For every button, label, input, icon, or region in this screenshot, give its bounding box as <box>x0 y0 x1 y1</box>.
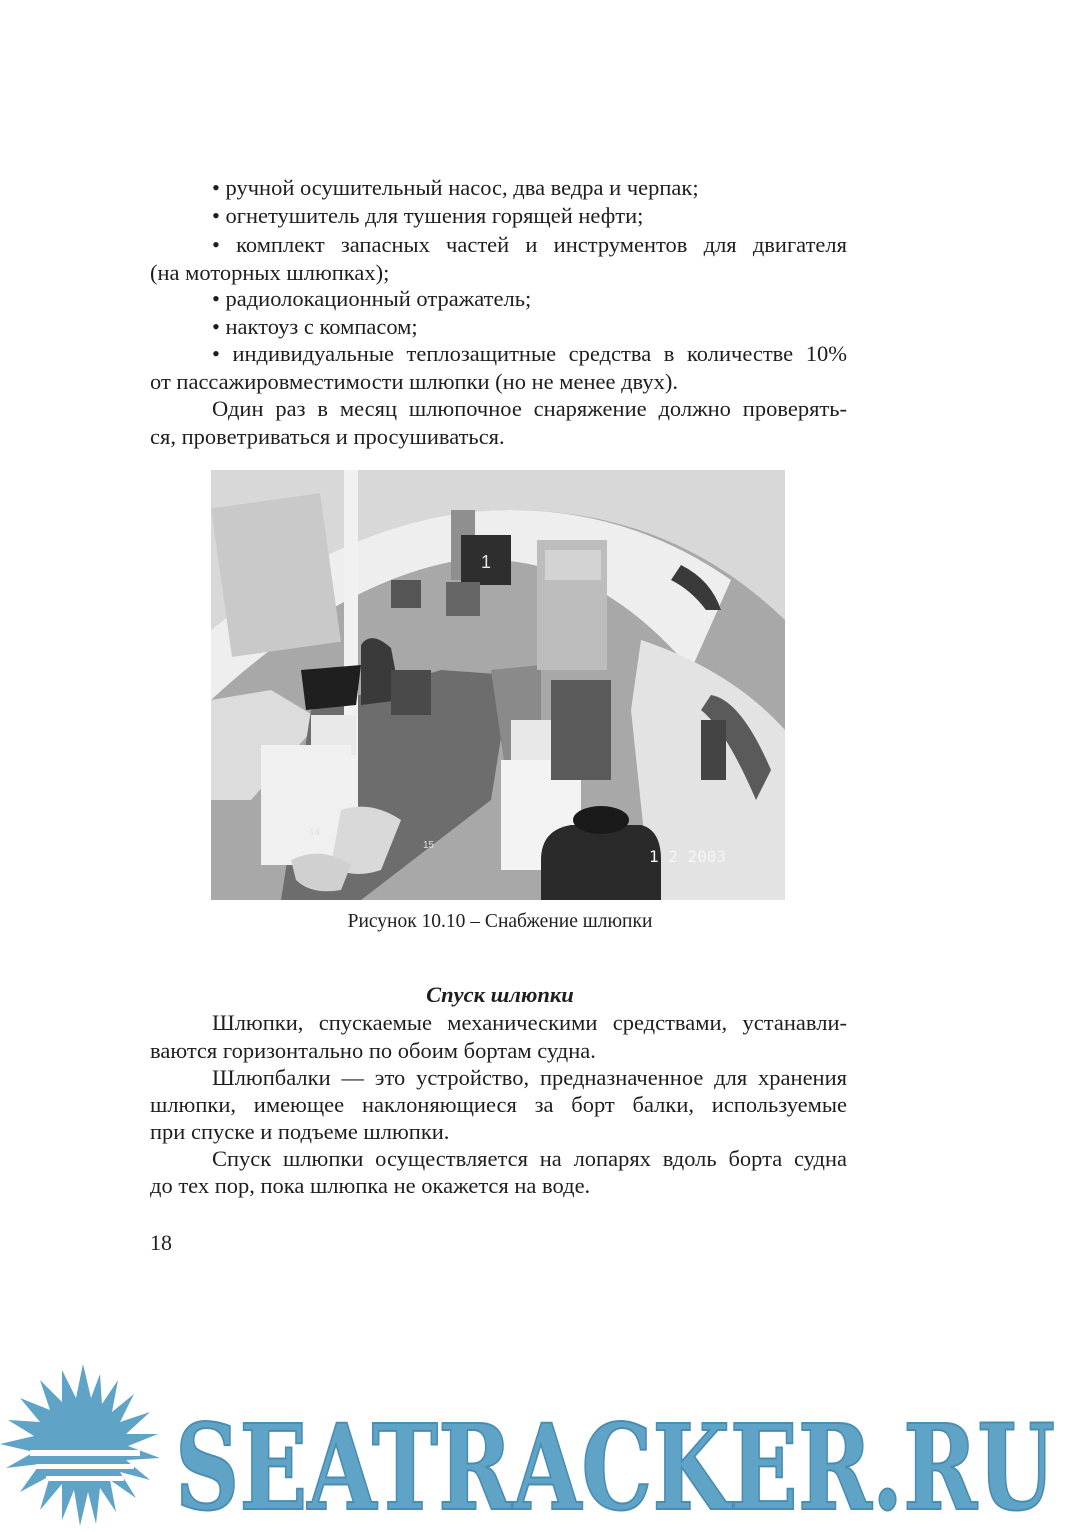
section-heading: Спуск шлюпки <box>426 982 574 1007</box>
list-item-continuation: от пассажировместимости шлюпки (но не менее двух). <box>150 369 679 394</box>
list-item-continuation: (на моторных шлюпках); <box>150 260 390 285</box>
list-item: • ручной осушительный насос, два ведра и черпак; <box>212 175 699 200</box>
paragraph-line: Шлюпбалки — это устройство, предназначенное для хранения <box>212 1065 847 1090</box>
paragraph-line: Шлюпки, спускаемые механическими средствами, устанавли- <box>212 1010 847 1035</box>
figure-caption: Рисунок 10.10 – Снабжение шлюпки <box>347 911 653 932</box>
list-item: • огнетушитель для тушения горящей нефти; <box>212 203 644 228</box>
list-item: • комплект запасных частей и инструментов для двигателя <box>212 232 847 257</box>
canister-number: 14 <box>309 827 321 838</box>
watermark-text: SEATRACKER.RU <box>175 1398 1055 1527</box>
list-item: • индивидуальные теплозащитные средства в количестве 10% <box>212 341 847 366</box>
paragraph-line: до тех пор, пока шлюпка не окажется на воде. <box>150 1173 591 1198</box>
paragraph-line: при спуске и подъеме шлюпки. <box>150 1119 450 1144</box>
list-item: • радиолокационный отражатель; <box>212 286 532 311</box>
list-item: • нактоуз с компасом; <box>212 314 418 339</box>
paragraph-line: шлюпки, имеющее наклоняющиеся за борт балки, используемые <box>150 1092 847 1117</box>
paragraph-line: ся, проветриваться и просушиваться. <box>150 424 505 449</box>
paragraph-line: Один раз в месяц шлюпочное снаряжение должно проверять- <box>212 396 847 421</box>
sign-number: 1 <box>480 552 492 572</box>
lifeboat-photo <box>211 470 785 900</box>
sun-logo-icon <box>0 1364 160 1526</box>
paragraph-line: ваются горизонтально по обоим бортам судна. <box>150 1038 596 1063</box>
page-number: 18 <box>150 1230 172 1255</box>
canister-number: 15 <box>423 840 435 851</box>
seatracker-watermark <box>0 1364 1080 1527</box>
paragraph-line: Спуск шлюпки осуществляется на лопарях вдоль борта судна <box>212 1146 847 1171</box>
photo-date-stamp: 1 2 2003 <box>649 847 727 866</box>
